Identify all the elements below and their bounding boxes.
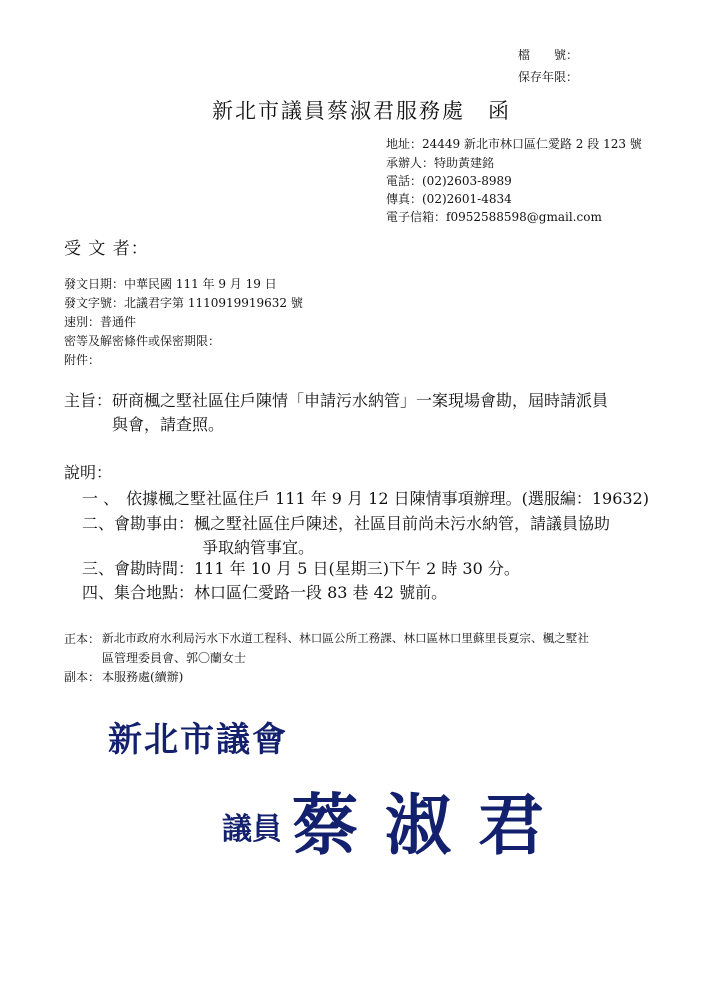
explanation-item-number: 三、 (82, 559, 115, 578)
delivery-speed: 速別：普通件 (64, 315, 137, 329)
subject-line-1: 研商楓之墅社區住戶陳情「申請污水納管」一案現場會勘，屆時請派員 (112, 391, 609, 410)
document-title: 新北市議員蔡淑君服務處 函 (212, 99, 511, 123)
councilor-title-seal: 議員 (222, 812, 282, 847)
explanation-item-text: 會勘事由：楓之墅社區住戶陳述，社區目前尚未污水納管，請議員協助 (114, 514, 611, 533)
main-recipients-line-2: 區管理委員會、郭〇蘭女士 (102, 651, 247, 665)
explanation-item-continuation: 爭取納管事宜。 (202, 538, 315, 557)
attachment-label: 附件： (64, 353, 101, 367)
contact-email: 電子信箱：f0952588598@gmail.com (386, 210, 602, 224)
explanation-item-text: 會勘時間：111 年 10 月 5 日(星期三)下午 2 時 30 分。 (114, 559, 520, 578)
issue-date: 發文日期：中華民國 111 年 9 月 19 日 (64, 277, 277, 291)
document-number: 發文字號：北議君字第 1110919919632 號 (64, 296, 303, 310)
secrecy-level: 密等及解密條件或保密期限： (64, 334, 221, 348)
explanation-item-number: 一 、 (82, 489, 120, 508)
recipient-label: 受 文 者： (64, 239, 149, 259)
explanation-label: 說明： (64, 463, 113, 482)
contact-handler: 承辦人：特助黃建銘 (386, 156, 495, 170)
explanation-item-text: 依據楓之墅社區住戶 111 年 9 月 12 日陳情事項辦理。(選服編：19632) (126, 489, 649, 508)
copy-recipients-text: 本服務處(續辦) (102, 670, 184, 684)
file-number-label: 檔 號： (518, 48, 579, 62)
subject-label: 主旨： (64, 391, 113, 410)
retention-period-label: 保存年限： (518, 70, 579, 84)
explanation-item-text: 集合地點：林口區仁愛路一段 83 巷 42 號前。 (114, 583, 448, 602)
main-recipients-line-1: 新北市政府水利局污水下水道工程科、林口區公所工務課、林口區林口里蘇里長夏宗、楓之墅社 (102, 631, 589, 645)
subject-line-2: 與會，請查照。 (112, 415, 225, 434)
explanation-item-number: 四、 (82, 583, 115, 602)
contact-phone: 電話：(02)2603-8989 (386, 174, 512, 188)
councilor-name-seal: 蔡 淑 君 (292, 786, 546, 864)
council-seal-text: 新北市議會 (108, 720, 288, 760)
contact-address: 地址：24449 新北市林口區仁愛路 2 段 123 號 (386, 137, 642, 151)
explanation-item-number: 二、 (82, 514, 115, 533)
contact-fax: 傳真：(02)2601-4834 (386, 192, 512, 206)
main-recipients-label: 正本： (64, 632, 101, 646)
copy-recipients-label: 副本： (64, 670, 101, 684)
